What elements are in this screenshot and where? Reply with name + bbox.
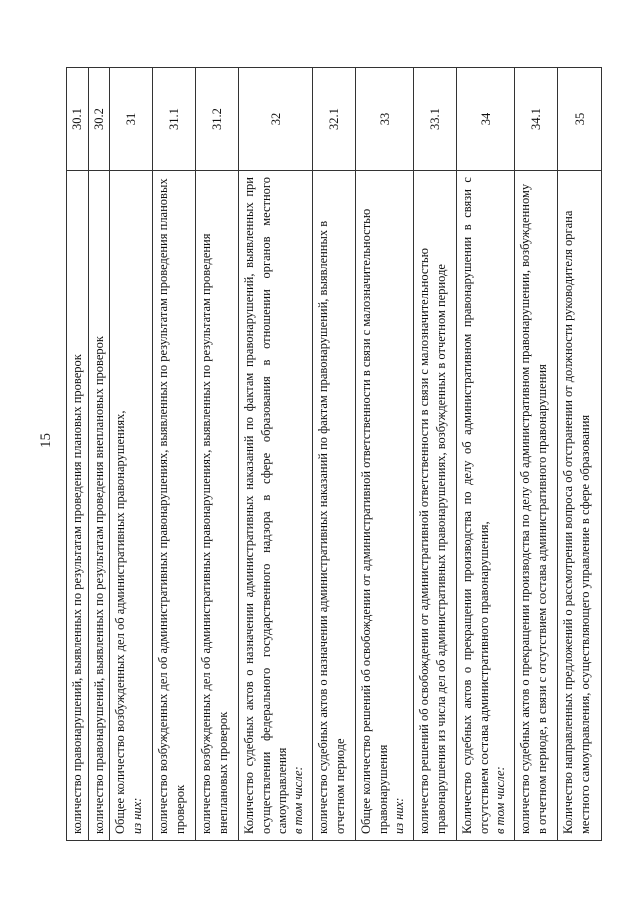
row-text: Общее количество возбужденных дел об административных правонарушениях, из них: — [110, 171, 153, 841]
row-text: количество правонарушений, выявленных по результатам проведения плановых проверок — [67, 171, 89, 841]
table-row — [457, 68, 515, 841]
row-text: Общее количество решений об освобождении от административной ответственности в связи с малозначительностью правонарушения из них: — [356, 171, 414, 841]
row-text: количество возбужденных дел об административных правонарушениях, выявленных по результатам проведения плановых проверок — [153, 171, 196, 841]
row-number: 34 — [457, 68, 515, 171]
table-row — [414, 68, 457, 841]
row-number: 33.1 — [414, 68, 457, 171]
table-row — [89, 68, 110, 841]
table-row — [67, 68, 89, 841]
row-number: 30.2 — [89, 68, 110, 171]
row-number: 32.1 — [313, 68, 356, 171]
row-number: 31 — [110, 68, 153, 171]
row-text: количество судебных актов о назначении административных наказаний по фактам правонарушений, выявленных в отчетном периоде — [313, 171, 356, 841]
table-row — [110, 68, 153, 841]
page-number: 15 — [38, 433, 54, 448]
row-number: 34.1 — [515, 68, 558, 171]
table-row — [313, 68, 356, 841]
row-subnote: из них: — [129, 797, 144, 834]
report-table — [66, 67, 602, 841]
row-text: Количество направленных предложений о рассмотрении вопроса об отстранении от должности руководителя органа местного самоуправления, осуществляющего управление в сфере образования — [558, 171, 602, 841]
report-table-container — [66, 67, 592, 841]
row-number: 33 — [356, 68, 414, 171]
row-text: Количество судебных актов о прекращении производства по делу об административном правонарушении в связи с отсутствием состава административного правонарушения, в том числе: — [457, 171, 515, 841]
table-row — [196, 68, 239, 841]
row-number: 31.1 — [153, 68, 196, 171]
row-text: количество судебных актов о прекращении производства по делу об административном правонарушении, возбужденному в отчетном периоде, в связи с отсутствием состава административного правонарушения — [515, 171, 558, 841]
table-row — [558, 68, 602, 841]
row-number: 35 — [558, 68, 602, 171]
row-text: количество решений об освобождении от административной ответственности в связи с малозначительностью правонарушения из числа дел об административных правонарушениях, возбужденных в отчетном периоде — [414, 171, 457, 841]
row-text: количество правонарушений, выявленных по результатам проведения внеплановых проверок — [89, 171, 110, 841]
table-row — [239, 68, 313, 841]
row-number: 32 — [239, 68, 313, 171]
row-number: 30.1 — [67, 68, 89, 171]
row-subnote: в том числе: — [291, 766, 305, 834]
table-row — [515, 68, 558, 841]
row-subnote: из них: — [391, 797, 406, 834]
row-number: 31.2 — [196, 68, 239, 171]
table-row — [153, 68, 196, 841]
table-row — [356, 68, 414, 841]
row-text: количество возбужденных дел об административных правонарушениях, выявленных по результатам проведения внеплановых проверок — [196, 171, 239, 841]
row-text: Количество судебных актов о назначении административных наказаний по фактам правонарушений, выявленных при осуществлении федерального государственного надзора в сфере образования в отношении органов местного самоуправления в том числе: — [239, 171, 313, 841]
row-subnote: в том числе: — [492, 766, 507, 834]
